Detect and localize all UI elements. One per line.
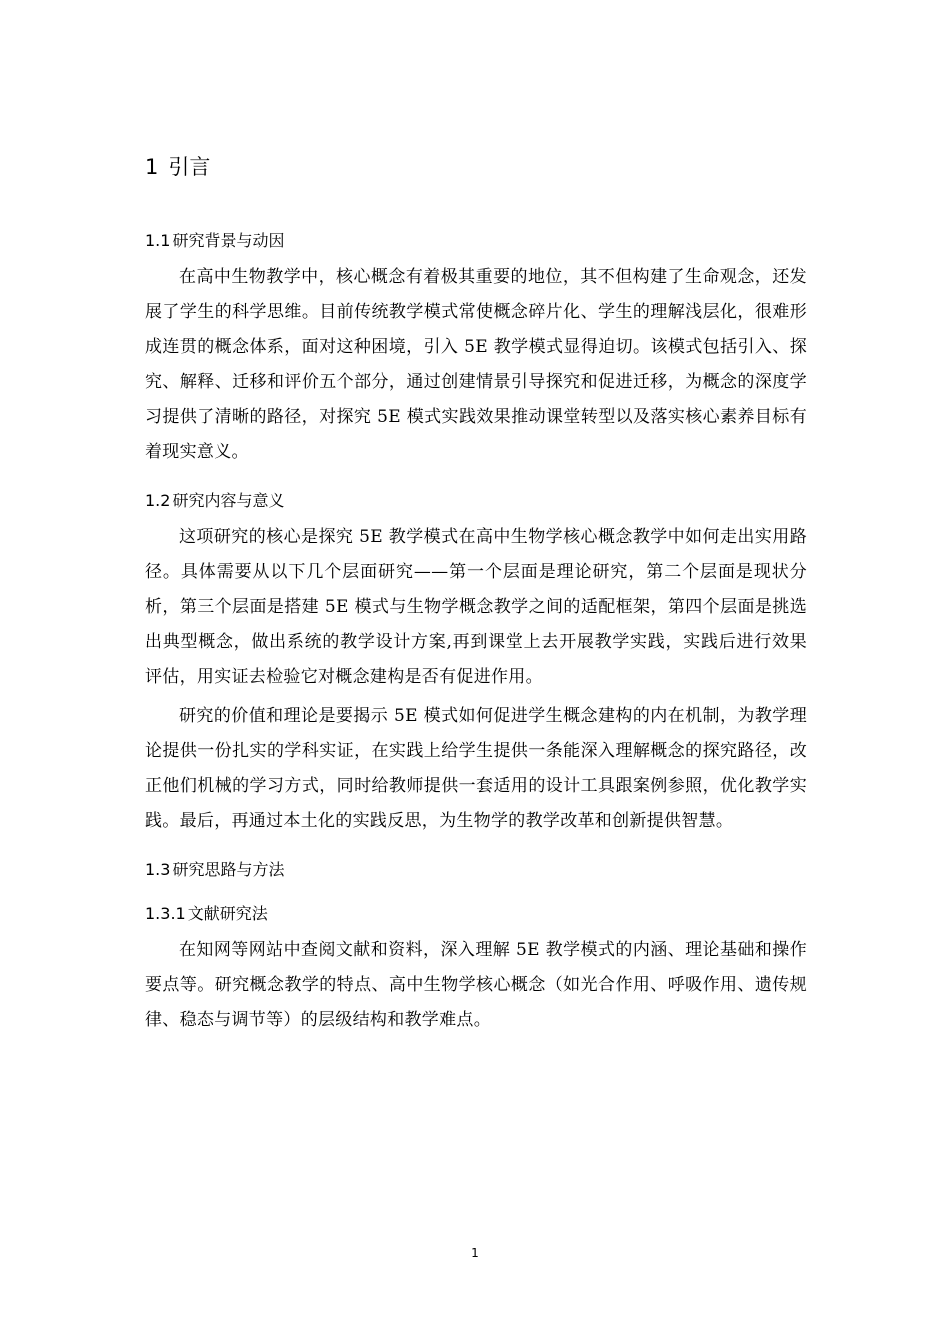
chapter-number: 1: [145, 155, 159, 179]
section-title: 研究思路与方法: [172, 860, 285, 879]
paragraph: 在知网等网站中查阅文献和资料，深入理解 5E 教学模式的内涵、理论基础和操作要点等。研究概念教学的特点、高中生物学核心概念（如光合作用、呼吸作用、遗传规律、稳态与调节等）的层级结构和教学难点。: [145, 940, 807, 1030]
page-number: 1: [471, 1246, 479, 1260]
page-content: [145, 150, 807, 1038]
subsection-number: 1.3.1: [145, 904, 186, 923]
section-heading-1-3: [145, 855, 807, 885]
paragraph: 这项研究的核心是探究 5E 教学模式在高中生物学核心概念教学中如何走出实用路径。具体需要从以下几个层面研究——第一个层面是理论研究，第二个层面是现状分析，第三个层面是搭建 5E 模式与生物学概念教学之间的适配框架，第四个层面是挑选出典型概念，做出系统的教学设计方案,再到课堂上去开展教学实践，实践后进行效果评估，用实证去检验它对概念建构是否有促进作用。: [145, 527, 807, 687]
section-heading-1-1: [145, 226, 807, 256]
subsection-heading-1-3-1: [145, 899, 807, 929]
paragraph: 研究的价值和理论是要揭示 5E 模式如何促进学生概念建构的内在机制，为教学理论提供一份扎实的学科实证，在实践上给学生提供一条能深入理解概念的探究路径，改正他们机械的学习方式，同时给教师提供一套适用的设计工具跟案例参照，优化教学实践。最后，再通过本土化的实践反思，为生物学的教学改革和创新提供智慧。: [145, 706, 807, 831]
section-title: 研究背景与动因: [172, 231, 285, 250]
section-number: 1.1: [145, 231, 171, 250]
section-heading-1-2: [145, 486, 807, 516]
subsection-title: 文献研究法: [187, 904, 268, 923]
section-title: 研究内容与意义: [172, 491, 285, 510]
chapter-heading: [145, 150, 807, 184]
section-number: 1.2: [145, 491, 171, 510]
chapter-title: 引言: [168, 155, 211, 179]
section-number: 1.3: [145, 860, 171, 879]
paragraph: 在高中生物教学中，核心概念有着极其重要的地位，其不但构建了生命观念，还发展了学生的科学思维。目前传统教学模式常使概念碎片化、学生的理解浅层化，很难形成连贯的概念体系，面对这种困境，引入 5E 教学模式显得迫切。该模式包括引入、探究、解释、迁移和评价五个部分，通过创建情景引导探究和促进迁移，为概念的深度学习提供了清晰的路径，对探究 5E 模式实践效果推动课堂转型以及落实核心素养目标有着现实意义。: [145, 267, 807, 462]
